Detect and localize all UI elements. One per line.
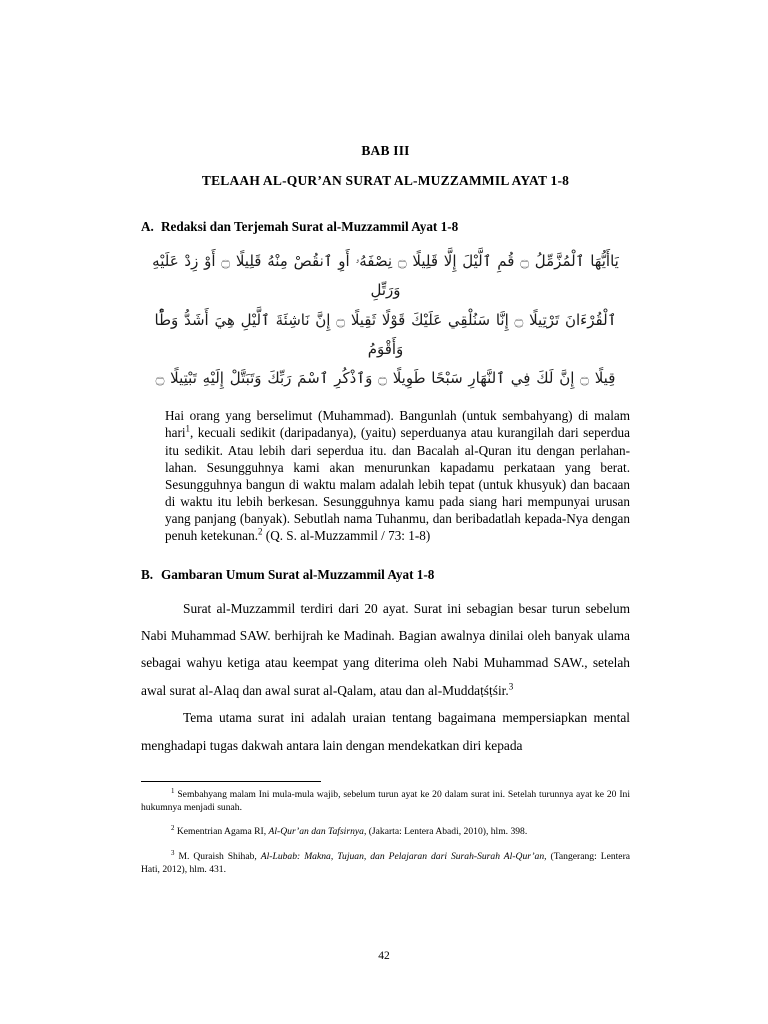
arabic-line-2: ٱلْقُرْءَانَ تَرْتِيلًا ۝ إِنَّا سَنُلْقِي عَلَيْكَ قَوْلًا ثَقِيلًا ۝ إِنَّ نَاشِئَةَ ٱلَّيْلِ هِيَ أَشَدُّ وَطًْٔا وَأَقْوَمُ: [154, 310, 617, 358]
section-title-a: Redaksi dan Terjemah Surat al-Muzzammil Ayat 1-8: [161, 219, 459, 234]
footnote-ref-2: 2: [258, 526, 263, 537]
body-paragraph-1: [141, 595, 630, 705]
footnote-ref-1: 1: [185, 424, 190, 435]
footnote-ref-3: 3: [508, 681, 514, 692]
footnote-separator-rule: [141, 781, 321, 782]
footnote-2: [141, 825, 630, 838]
quran-arabic-text: [141, 247, 630, 393]
arabic-line-1: يَاأَيُّهَا ٱلْمُزَّمِّلُ ۝ قُمِ ٱلَّيْلَ إِلَّا قَلِيلًا ۝ نِصْفَهُۥ أَوِ ٱنقُصْ مِنْهُ قَلِيلًا ۝ أَوْ زِدْ عَلَيْهِ وَرَتِّلِ: [152, 252, 619, 300]
chapter-label: BAB III: [361, 143, 410, 158]
footnote-2-marker: 2: [171, 825, 175, 833]
page-number: 42: [378, 950, 390, 962]
footnote-2-title: Al-Qur’an dan Tafsirnya: [268, 826, 364, 838]
arabic-line-3: قِيلًا ۝ إِنَّ لَكَ فِي ٱلنَّهَارِ سَبْحًا طَوِيلًا ۝ وَٱذْكُرِ ٱسْمَ رَبِّكَ وَتَبَتَّلْ إِلَيْهِ تَبْتِيلًا ۝: [155, 369, 616, 387]
section-heading-a: [141, 219, 630, 235]
footnote-1: [141, 788, 630, 814]
footnote-3-text: M. Quraish Shihab,: [178, 850, 261, 862]
page-content: [141, 143, 630, 759]
footnote-3-title: Al-Lubab: Makna, Tujuan, dan Pelajaran dari Surah-Surah Al-Qur’an,: [260, 850, 547, 862]
body-paragraph-2: Tema utama surat ini adalah uraian tentang bagaimana mempersiapkan mental menghadapi tugas dakwah antara lain dengan mendekatkan diri kepada: [141, 710, 630, 753]
footnote-1-text: Sembahyang malam Ini mula-mula wajib, sebelum turun ayat ke 20 dalam surat ini. Setelah turunnya ayat ke 20 Ini hukumnya menjadi sunah.: [141, 789, 630, 814]
footnote-1-marker: 1: [171, 787, 175, 795]
section-letter-a: A.: [141, 219, 154, 234]
section-title-b: Gambaran Umum Surat al-Muzzammil Ayat 1-8: [161, 566, 435, 582]
footnote-area: [141, 781, 630, 887]
section-letter-b: B.: [141, 566, 154, 582]
footnote-3: [141, 850, 630, 876]
translation-part-1: Hai orang yang berselimut (Muhammad). Bangunlah (untuk sembahyang) di malam hari: [165, 408, 630, 441]
footnote-2-text-after: , (Jakarta: Lentera Abadi, 2010), hlm. 398.: [363, 826, 528, 838]
footnote-2-text: Kementrian Agama RI,: [176, 826, 269, 838]
footnote-3-text-after: (Tangerang: Lentera Hati, 2012), hlm. 431.: [141, 850, 631, 875]
chapter-title: TELAAH AL-QUR’AN SURAT AL-MUZZAMMIL AYAT 1-8: [201, 173, 570, 188]
body-paragraph-1-text: Surat al-Muzzammil terdiri dari 20 ayat. Surat ini sebagian besar turun sebelum Nabi Muhammad SAW. berhijrah ke Madinah. Bagian awalnya dinilai oleh banyak ulama sebagai wahyu ketiga atau keempat yang diterima oleh Nabi Muhammad SAW., setelah awal surat al-Alaq dan awal surat al-Qalam, atau dan al-Muddaṭśṭśir.: [141, 600, 630, 698]
translation-citation: (Q. S. al-Muzzammil / 73: 1-8): [262, 528, 431, 544]
footnote-3-marker: 3: [171, 849, 175, 857]
quran-translation: [141, 407, 630, 544]
translation-part-2: , kecuali sedikit (daripadanya), (yaitu) seperduanya atau kurangilah dari seperdua itu sedikit. Atau lebih dari seperdua itu. dan Bacalah al-Quran itu dengan perlahan-lahan. Sesungguhnya kami akan menurunkan kapadamu perkataan yang berat. Sesungguhnya bangun di waktu malam adalah lebih tepat (untuk khusyuk) dan bacaan di waktu itu lebih berkesan. Sesungguhnya kamu pada siang hari mempunyai urusan yang panjang (banyak). Sebutlah nama Tuhanmu, dan beribadatlah kepada-Nya dengan penuh ketekunan.: [165, 425, 630, 544]
section-heading-b: [141, 567, 630, 583]
